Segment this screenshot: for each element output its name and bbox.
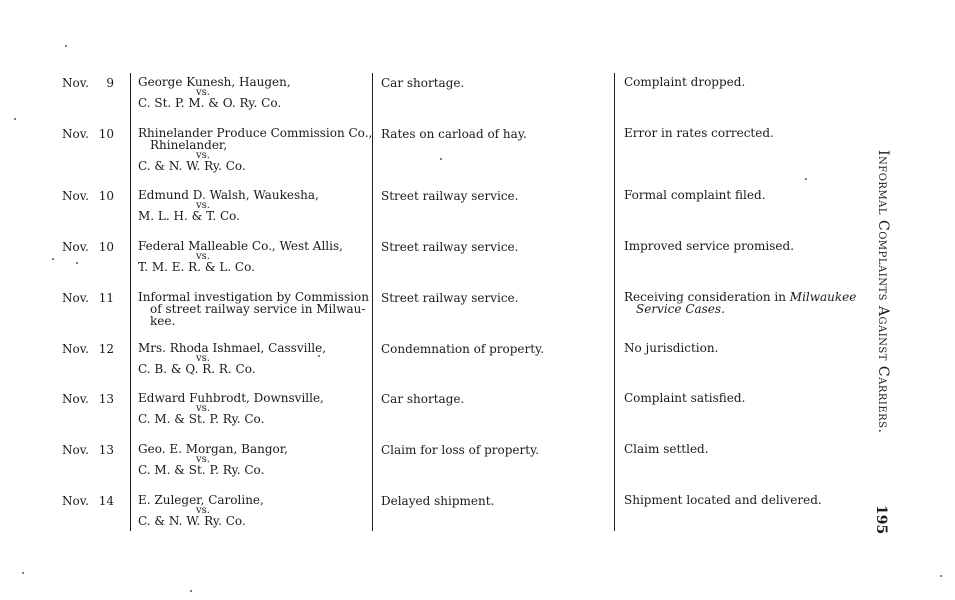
complainant: Rhinelander Produce Commission Co., [138,126,373,140]
page-number: 195 [873,505,889,535]
complainant: Edmund D. Walsh, Waukesha, [138,188,319,202]
respondent: C. & N. W. Ry. Co. [138,159,246,173]
complainant-continued: of street railway service in Milwau- [150,302,366,316]
parties-cell [138,240,374,273]
complainant-continued: kee. [150,314,176,328]
versus: vs. [196,454,210,465]
nature-cell: Street railway service. [381,189,519,203]
parties-cell [138,443,374,476]
parties-cell [138,392,374,425]
nature-cell: Car shortage. [381,76,465,90]
nature-cell: Car shortage. [381,392,465,406]
scan-speck [805,178,807,180]
parties-cell [138,127,374,172]
nature-cell: Rates on carload of hay. [381,127,527,141]
versus: vs. [196,150,210,161]
disposition-cell [624,291,856,315]
scan-speck [318,355,320,357]
respondent: C. & N. W. Ry. Co. [138,514,246,528]
versus: vs. [196,87,210,98]
parties-cell [138,342,374,375]
parties-cell [138,189,374,222]
complainant: George Kunesh, Haugen, [138,75,291,89]
scan-speck [52,258,54,260]
complainant: Geo. E. Morgan, Bangor, [138,442,288,456]
complainant: Edward Fuhbrodt, Downsville, [138,391,324,405]
versus: vs. [196,403,210,414]
respondent: T. M. E. R. & L. Co. [138,260,255,274]
versus: vs. [196,353,210,364]
complainant: Federal Malleable Co., West Allis, [138,239,343,253]
versus: vs. [196,251,210,262]
disposition-cell: Improved service promised. [624,239,795,253]
disposition-cell: Shipment located and delivered. [624,493,822,507]
respondent: C. M. & St. P. Ry. Co. [138,463,265,477]
nature-cell: Claim for loss of property. [381,443,540,457]
respondent: C. M. & St. P. Ry. Co. [138,412,265,426]
respondent: C. St. P. M. & O. Ry. Co. [138,96,282,110]
disposition-cell: Claim settled. [624,442,709,456]
scan-speck [76,262,78,264]
parties-cell [138,76,374,109]
nature-cell: Street railway service. [381,291,519,305]
scan-speck [22,572,24,574]
column-rule-1 [130,73,131,531]
running-header: Informal Complaints Against Carriers. [875,150,891,434]
complainant: Informal investigation by Commission [138,290,369,304]
disposition-cell: Complaint satisfied. [624,391,746,405]
parties-cell [138,291,374,327]
complainant: Mrs. Rhoda Ishmael, Cassville, [138,341,327,355]
disposition-cell: Formal complaint filed. [624,188,766,202]
nature-cell: Street railway service. [381,240,519,254]
versus: vs. [196,505,210,516]
scan-speck [190,590,192,592]
nature-cell: Condemnation of property. [381,342,545,356]
scan-speck [440,158,442,160]
nature-cell: Delayed shipment. [381,494,495,508]
disposition-cell: No jurisdiction. [624,341,719,355]
respondent: C. B. & Q. R. R. Co. [138,362,256,376]
disposition-italic: Milwaukee [789,290,857,304]
disposition-italic: Service Cases. [636,302,725,316]
scan-speck [14,118,16,120]
column-rule-3 [614,73,615,531]
scan-speck [940,575,942,577]
disposition-cell: Complaint dropped. [624,75,746,89]
disposition-text: Receiving consideration in [624,290,790,304]
respondent: M. L. H. & T. Co. [138,209,240,223]
parties-cell [138,494,374,527]
complainant: E. Zuleger, Caroline, [138,493,264,507]
disposition-cell: Error in rates corrected. [624,126,774,140]
complainant-location: Rhinelander, [150,138,228,152]
versus: vs. [196,200,210,211]
scan-speck [65,45,67,47]
